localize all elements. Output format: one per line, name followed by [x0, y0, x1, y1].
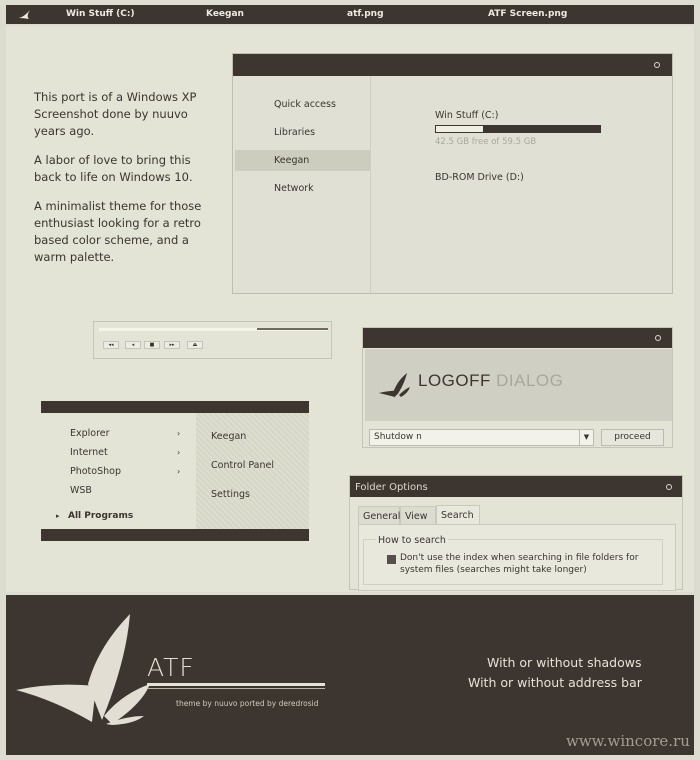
start-item-control-panel[interactable]: Control Panel — [211, 460, 274, 471]
fast-forward-button[interactable]: ▸▸ — [164, 341, 180, 349]
drive-d-label[interactable]: BD-ROM Drive (D:) — [435, 172, 524, 183]
tab-atf-png[interactable]: atf.png — [347, 9, 384, 19]
seek-bar-progress — [257, 328, 328, 330]
nav-item-network[interactable]: Network — [274, 183, 314, 194]
tab-view[interactable]: View — [400, 506, 436, 525]
how-to-search-label: How to search — [378, 535, 446, 546]
watermark: www.wincore.ru — [566, 732, 690, 750]
dont-use-index-checkbox[interactable] — [387, 555, 396, 564]
close-icon[interactable] — [654, 62, 660, 68]
tab-win-stuff[interactable]: Win Stuff (C:) — [66, 9, 135, 19]
drive-c-free-text: 42.5 GB free of 59.5 GB — [435, 137, 537, 147]
start-item-photoshop[interactable]: PhotoShop — [70, 466, 121, 477]
drive-c-label[interactable]: Win Stuff (C:) — [435, 110, 499, 121]
seek-bar[interactable] — [99, 328, 328, 331]
intro-text — [34, 89, 209, 278]
chevron-right-icon: › — [177, 429, 181, 438]
all-programs-item[interactable]: All Programs — [68, 511, 134, 521]
feature-shadows-text: With or without shadows — [487, 655, 642, 670]
atf-title: ATF — [147, 653, 195, 682]
nav-item-quick-access[interactable]: Quick access — [274, 99, 336, 110]
intro-paragraph-2: A labor of love to bring this back to life on Windows 10. — [34, 153, 193, 184]
close-icon[interactable] — [655, 335, 661, 341]
folder-options-title: Folder Options — [355, 482, 428, 493]
tab-general[interactable]: General — [358, 506, 400, 525]
tab-search[interactable]: Search — [436, 505, 480, 525]
intro-paragraph-3: A minimalist theme for those enthusiast looking for a retro based color scheme, and a warm palette. — [34, 199, 202, 264]
start-menu-footer — [41, 529, 309, 541]
start-item-internet[interactable]: Internet — [70, 447, 108, 458]
media-player — [93, 321, 332, 359]
play-arrow-icon: ▸ — [56, 512, 60, 520]
proceed-button[interactable]: proceed — [601, 429, 664, 446]
theme-credit: theme by nuuvo ported by deredrosid — [176, 699, 319, 708]
start-item-wsb[interactable]: WSB — [70, 485, 92, 496]
chevron-down-icon[interactable]: ▼ — [579, 430, 593, 445]
start-item-keegan[interactable]: Keegan — [211, 431, 247, 442]
start-menu-header — [41, 401, 309, 413]
feature-address-bar-text: With or without address bar — [468, 675, 642, 690]
nav-item-libraries[interactable]: Libraries — [274, 127, 316, 138]
atf-underline — [147, 683, 325, 686]
top-bar — [6, 5, 694, 24]
drive-c-usage-bar — [435, 125, 601, 133]
start-item-settings[interactable]: Settings — [211, 489, 250, 500]
logoff-banner — [365, 349, 672, 421]
shutdown-select-value: Shutdow n — [374, 432, 422, 442]
eject-button[interactable]: ⏏ — [187, 341, 203, 349]
intro-paragraph-1: This port is of a Windows XP Screenshot done by nuuvo years ago. — [34, 90, 197, 138]
tab-keegan[interactable]: Keegan — [206, 9, 244, 19]
folder-options-window — [349, 475, 683, 590]
chevron-right-icon: › — [177, 448, 181, 457]
atf-large-leaf-logo-icon — [14, 612, 154, 727]
chevron-right-icon: › — [177, 467, 181, 476]
shutdown-select[interactable] — [369, 429, 594, 446]
stop-button[interactable]: ■ — [144, 341, 160, 349]
atf-leaf-logo-icon — [377, 371, 411, 399]
drive-c-free-fill — [436, 126, 483, 132]
logoff-titlebar[interactable] — [363, 328, 672, 348]
logoff-dialog — [362, 327, 673, 448]
explorer-window — [232, 53, 673, 294]
logoff-title-sub: DIALOG — [490, 371, 564, 390]
logoff-title-main: LOGOFF — [418, 371, 491, 390]
rewind-button[interactable]: ◂◂ — [103, 341, 119, 349]
tab-atf-screen-png[interactable]: ATF Screen.png — [488, 9, 568, 19]
atf-logo-icon[interactable] — [18, 9, 31, 20]
atf-underline-thin — [147, 688, 325, 689]
logoff-title — [418, 371, 563, 391]
explorer-nav-pane — [233, 76, 371, 293]
start-menu — [41, 401, 309, 541]
start-item-explorer[interactable]: Explorer — [70, 428, 110, 439]
explorer-titlebar[interactable] — [233, 54, 672, 76]
dont-use-index-label[interactable]: Don't use the index when searching in file folders for system files (searches might take longer) — [400, 553, 639, 575]
previous-button[interactable]: ◂ — [125, 341, 141, 349]
start-menu-right-column — [196, 413, 309, 529]
close-icon[interactable] — [666, 484, 672, 490]
folder-options-titlebar[interactable] — [350, 476, 682, 497]
nav-item-keegan[interactable]: Keegan — [235, 150, 370, 171]
